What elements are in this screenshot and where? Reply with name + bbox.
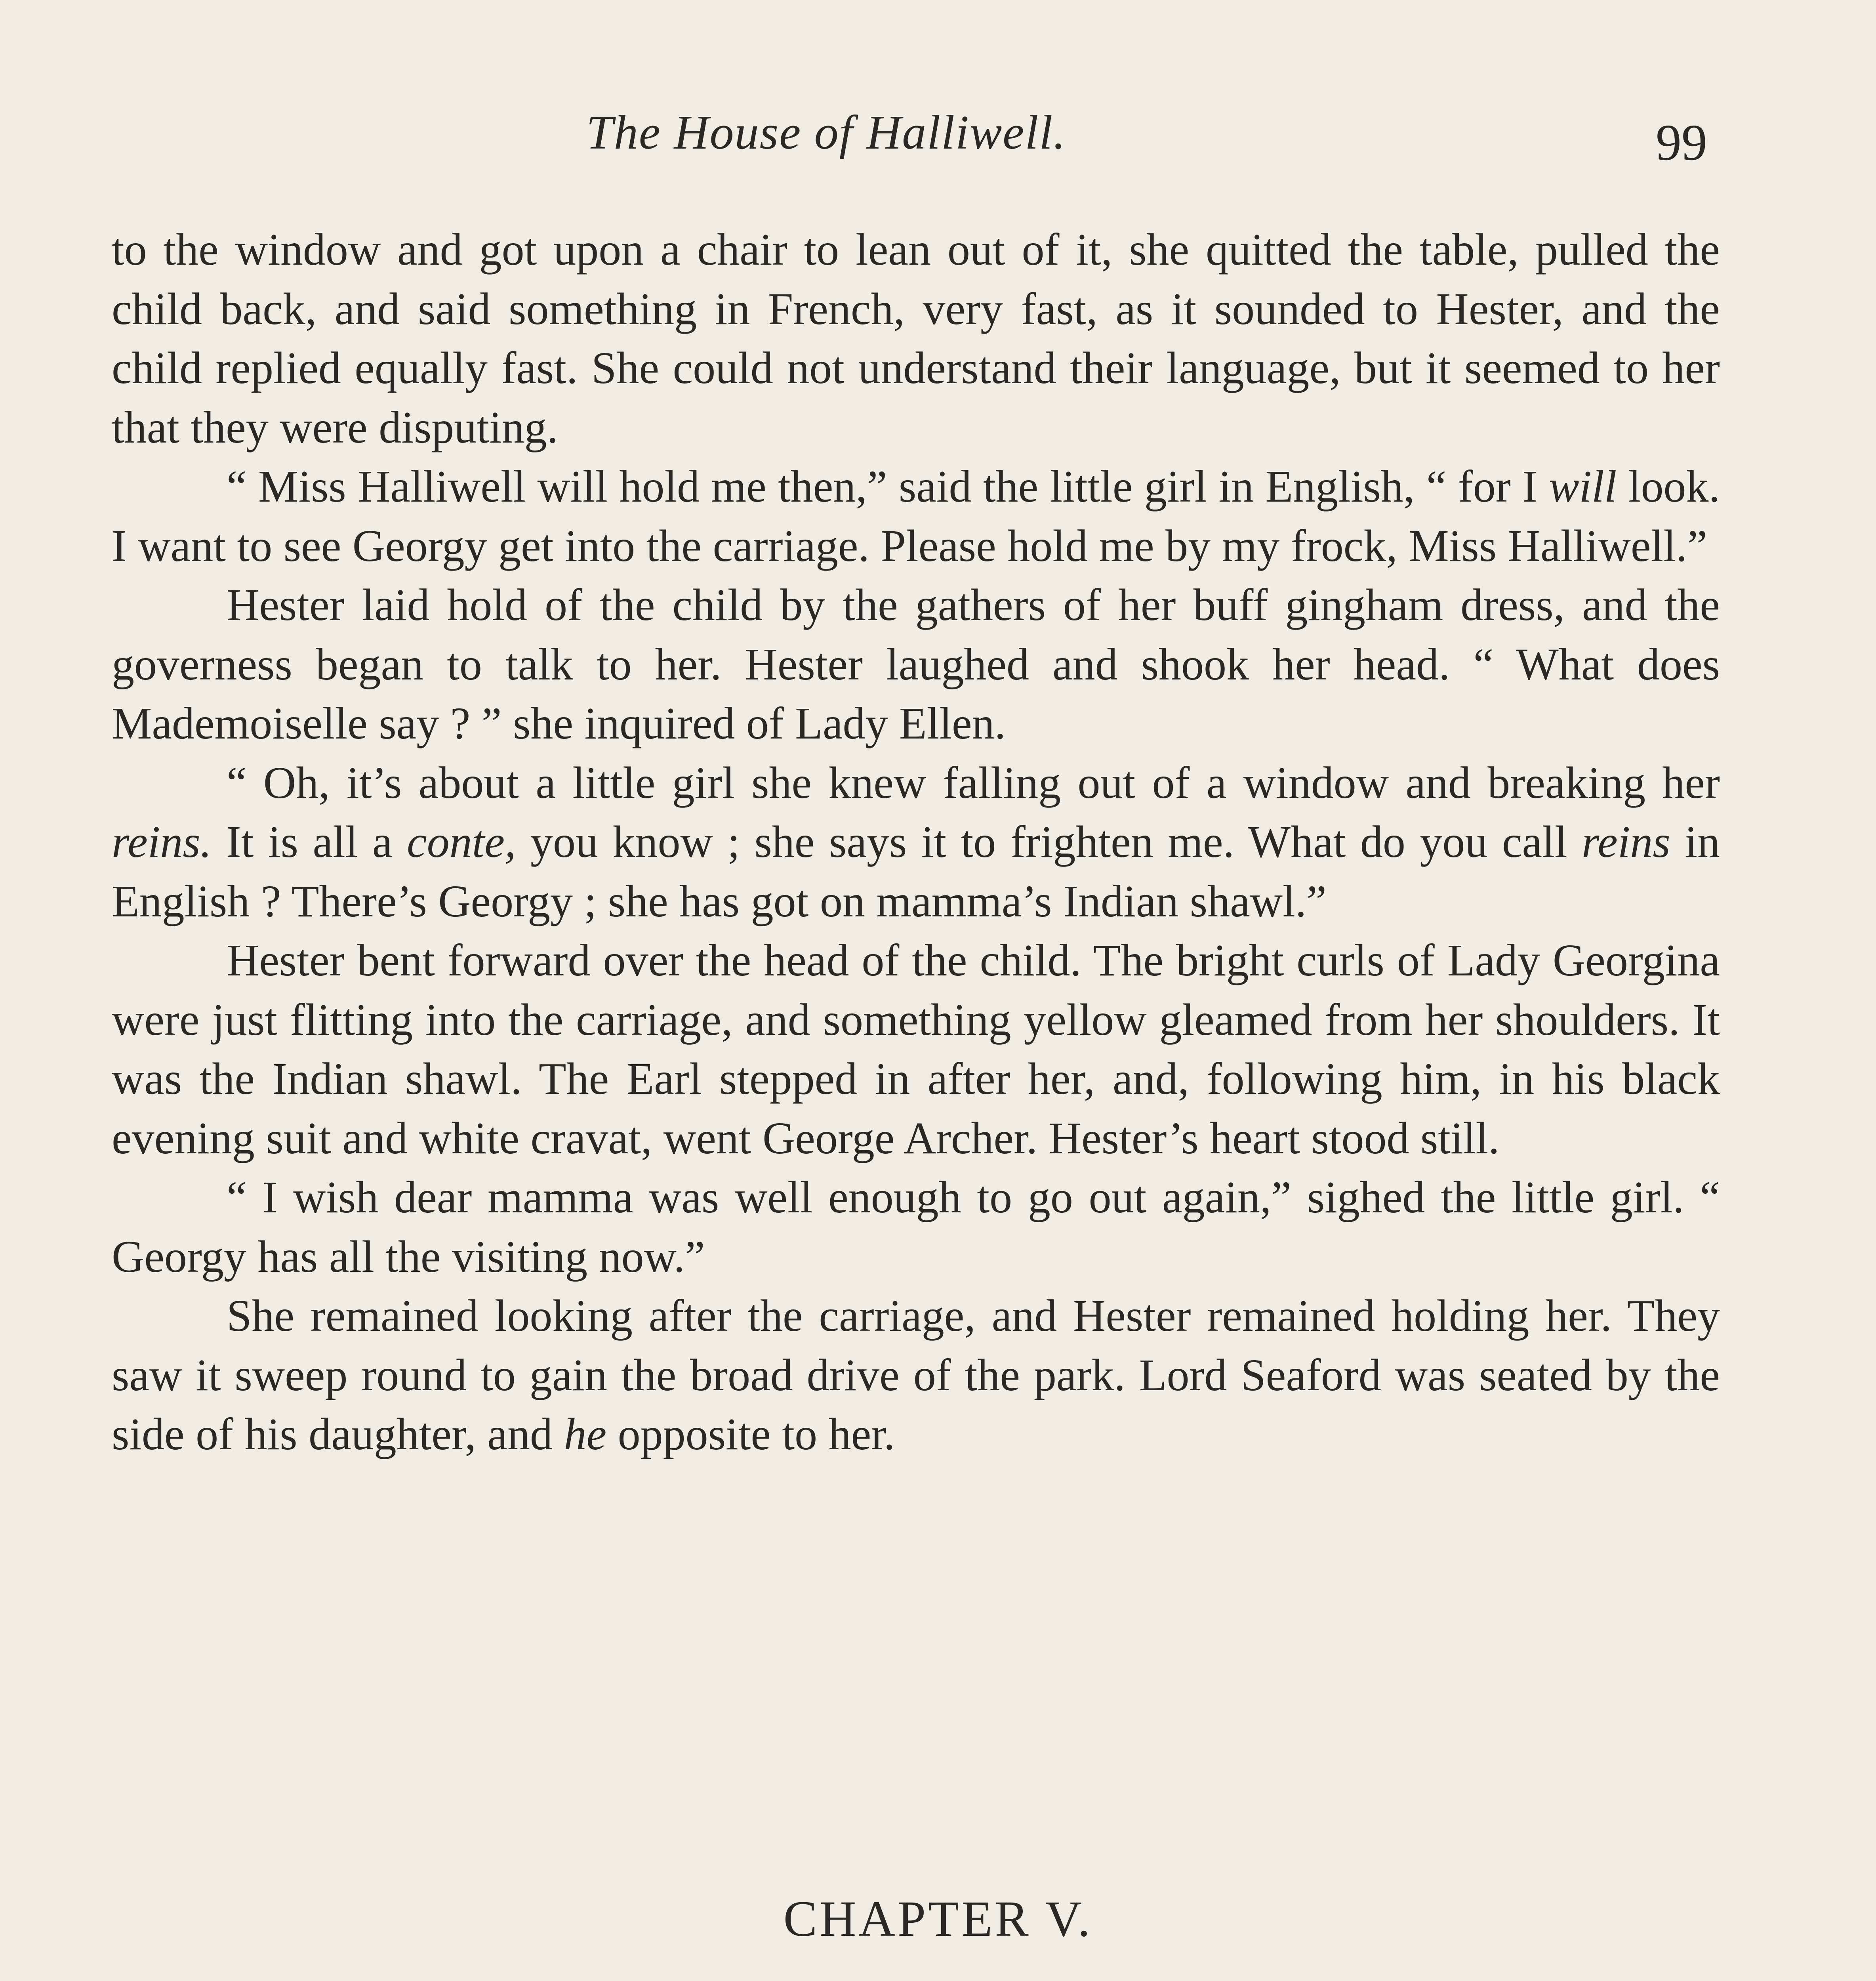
paragraph: Hester bent forward over the head of the child. The bright curls of Lady Georgina were just flitting into the carriage, and something yellow gleamed from her shoulders. It was the Indian shawl. The Earl stepped in after her, and, following him, in his black evening suit and white cravat, went George Archer. Hester’s heart stood still. [112, 935, 1720, 1163]
paragraph: “ Oh, it’s about a little girl she knew falling out of a window and breaking her reins. It is all a conte, you know ; she says it to frighten me. What do you call reins in English ? There’s Georgy ; she has got on mamma’s Indian shawl.” [112, 757, 1720, 926]
paragraph: to the window and got upon a chair to lean out of it, she quitted the table, pulled the child back, and said something in French, very fast, as it sounded to Hester, and the child replied equally fast. She could not understand their language, but it seemed to her that they were disputing. [112, 224, 1720, 452]
paragraph: She remained looking after the carriage, and Hester remained holding her. They saw it sweep round to gain the broad drive of the park. Lord Seaford was seated by the side of his daughter, and he opposite to her. [112, 1290, 1720, 1459]
paragraph: “ Miss Halliwell will hold me then,” said the little girl in English, “ for I will look. I want to see Georgy get into the carriage. Please hold me by my frock, Miss Halliwell.” [112, 461, 1720, 571]
page-number: 99 [1656, 114, 1707, 171]
body-text-top [112, 220, 1720, 1464]
running-header: The House of Halliwell. [586, 106, 1066, 159]
chapter-heading: CHAPTER V. [783, 1891, 1093, 1947]
paragraph: “ I wish dear mamma was well enough to go out again,” sighed the little girl. “ Georgy has all the visiting now.” [112, 1172, 1720, 1282]
paragraph: Hester laid hold of the child by the gathers of her buff gingham dress, and the governess began to talk to her. Hester laughed and shook her head. “ What does Mademoiselle say ? ” she inquired of Lady Ellen. [112, 580, 1720, 748]
